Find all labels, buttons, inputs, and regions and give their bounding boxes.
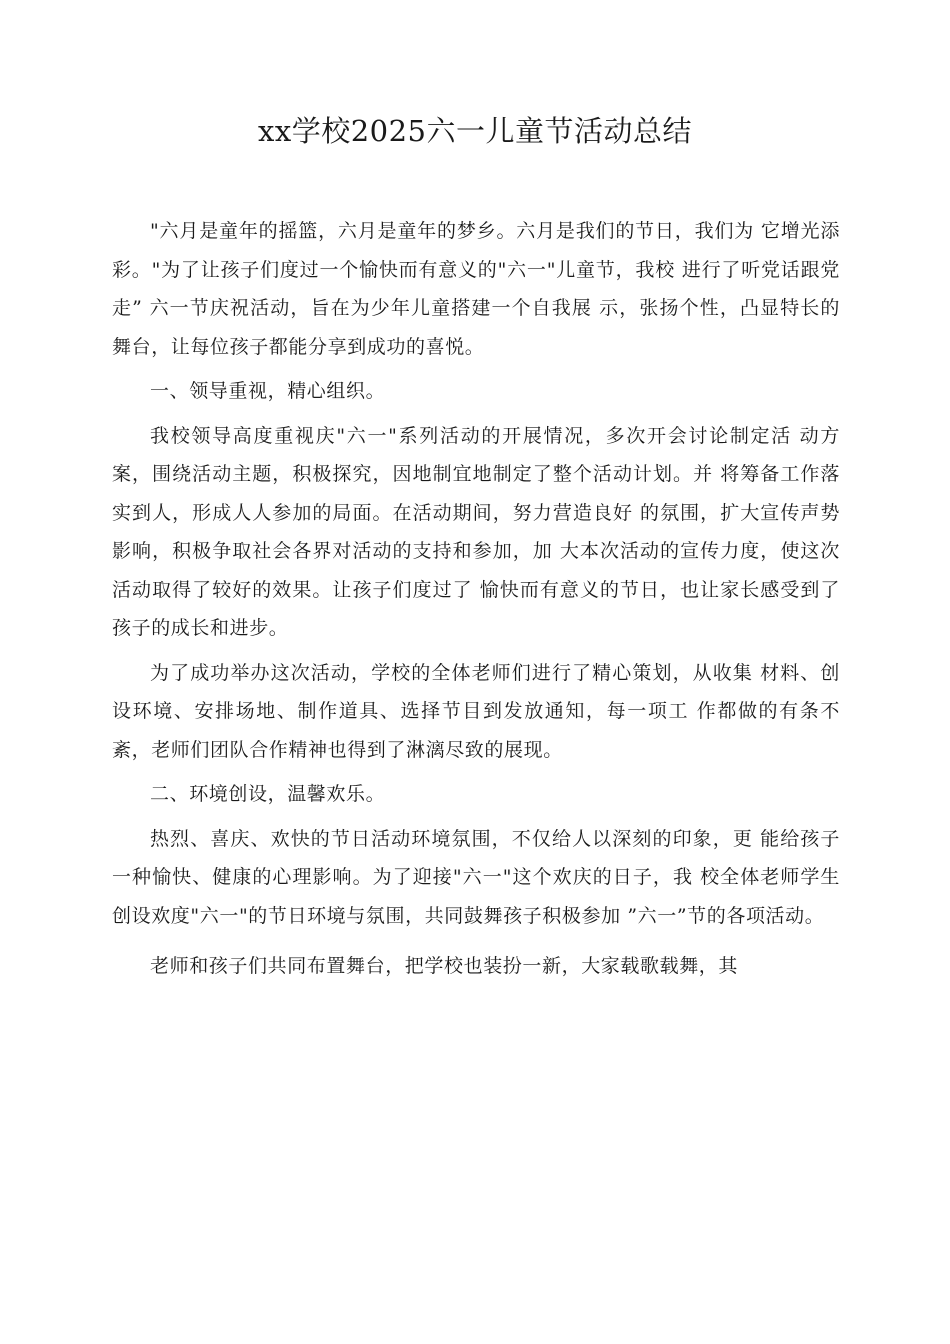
body-paragraph: 热烈、喜庆、欢快的节日活动环境氛围，不仅给人以深刻的印象，更 能给孩子一种愉快、健康的心理影响。为了迎接"六一"这个欢庆的日子，我 校全体老师学生创设欢度"六一"的节日环境与氛围，共同鼓舞孩子积极参加 ”六一”节的各项活动。 xyxy=(112,827,840,927)
section-heading-2: 二、环境创设，温馨欢乐。 xyxy=(150,783,386,805)
body-paragraph: 我校领导高度重视庆"六一"系列活动的开展情况，多次开会讨论制定活 动方案，围绕活动主题，积极探究，因地制宜地制定了整个活动计划。并 将筹备工作落实到人，形成人人参加的局面。在活动期间，努力营造良好 的氛围，扩大宣传声势影响，积极争取社会各界对活动的支持和参加，加 大本次活动的宣传力度，使这次活动取得了较好的效果。让孩子们度过了 愉快而有意义的节日，也让家长感受到了孩子的成长和进步。 xyxy=(112,424,840,639)
document-body xyxy=(112,212,840,986)
section-heading-1: 一、领导重视，精心组织。 xyxy=(150,380,386,402)
intro-paragraph: "六月是童年的摇篮，六月是童年的梦乡。六月是我们的节日，我们为 它增光添彩。"为了让孩子们度过一个愉快而有意义的"六一"儿童节，我校 进行了听党话跟党走” 六一节庆祝活动，旨在为少年儿童搭建一个自我展 示，张扬个性，凸显特长的舞台，让每位孩子都能分享到成功的喜悦。 xyxy=(112,220,840,358)
body-paragraph: 老师和孩子们共同布置舞台，把学校也装扮一新，大家载歌载舞，其 xyxy=(150,955,739,977)
document-title: xx学校2025六一儿童节活动总结 xyxy=(257,114,692,148)
body-paragraph: 为了成功举办这次活动，学校的全体老师们进行了精心策划，从收集 材料、创设环境、安排场地、制作道具、选择节目到发放通知，每一项工 作都做的有条不紊，老师们团队合作精神也得到了淋漓尽致的展现。 xyxy=(112,661,840,761)
